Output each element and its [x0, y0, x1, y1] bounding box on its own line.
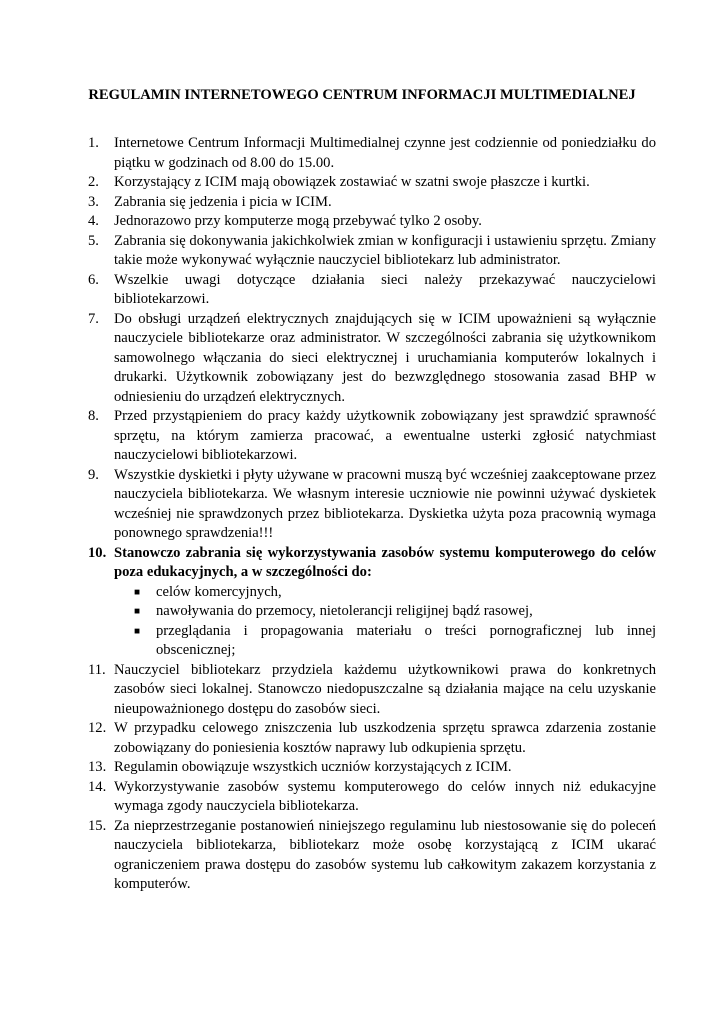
- rules-list: [88, 134, 656, 895]
- item-text: Korzystający z ICIM mają obowiązek zostawiać w szatni swoje płaszcze i kurtki.: [114, 174, 590, 190]
- item-number: 2.: [88, 174, 99, 190]
- item-text: Jednorazowo przy komputerze mogą przebywać tylko 2 osoby.: [114, 213, 482, 229]
- item-text: Zabrania się jedzenia i picia w ICIM.: [114, 193, 332, 210]
- list-item: [88, 193, 656, 213]
- item-number: 1.: [88, 135, 99, 151]
- item-number: 6.: [88, 271, 99, 288]
- item-text: W przypadku celowego zniszczenia lub uszkodzenia sprzętu sprawca zdarzenia zostanie zobowiązany do poniesienia kosztów naprawy lub odkupienia sprzętu.: [114, 720, 656, 756]
- square-bullet-icon: ■: [134, 586, 141, 598]
- list-item: [88, 719, 656, 758]
- sub-list: [114, 583, 656, 661]
- item-number: 8.: [88, 408, 99, 424]
- list-item: [88, 407, 656, 466]
- list-item: [88, 544, 656, 661]
- item-text: Do obsługi urządzeń elektrycznych znajdujących się w ICIM upoważnieni są wyłącznie nauczyciele bibliotekarze oraz administrator. W szczególności zabrania się użytkownikom samowolnego włączania do sieci elektrycznej i uruchamiania komputerów lokalnych i drukarki. Użytkownik zobowiązany jest do bezwzględnego stosowania zasad BHP w odniesieniu do urządzeń elektrycznych.: [114, 310, 656, 405]
- item-number: 5.: [88, 232, 99, 249]
- item-number: 15.: [88, 817, 107, 834]
- item-number: 10.: [88, 544, 107, 561]
- list-item: [88, 778, 656, 817]
- list-item: [88, 271, 656, 310]
- item-text: Za nieprzestrzeganie postanowień niniejszego regulaminu lub niestosowanie się do poleceń nauczyciela bibliotekarza, bibliotekarz może osobę korzystającą z ICIM ukarać ograniczeniem prawa dostępu do zasobów systemu lub całkowitym zakazem korzystania z komputerów.: [114, 817, 656, 892]
- item-number: 4.: [88, 213, 99, 229]
- page-title: REGULAMIN INTERNETOWEGO CENTRUM INFORMACJI MULTIMEDIALNEJ: [88, 87, 636, 103]
- square-bullet-icon: ■: [134, 606, 141, 617]
- item-text: Wykorzystywanie zasobów systemu komputerowego do celów innych niż edukacyjne wymaga zgody nauczyciela bibliotekarza.: [114, 778, 656, 814]
- list-item: [88, 212, 656, 232]
- item-text: Wszelkie uwagi dotyczące działania sieci należy przekazywać nauczycielowi bibliotekarzowi.: [114, 271, 656, 307]
- item-text: Stanowczo zabrania się wykorzystywania zasobów systemu komputerowego do celów poza edukacyjnych, a w szczególności do:: [114, 544, 656, 580]
- item-number: 9.: [88, 466, 99, 483]
- item-number: 12.: [88, 720, 107, 736]
- item-text: Zabrania się dokonywania jakichkolwiek zmian w konfiguracji i ustawieniu sprzętu. Zmiany takie może wykonywać wyłącznie nauczyciel bibliotekarz lub administrator.: [114, 232, 656, 268]
- sub-item-text: przeglądania i propagowania materiału o treści pornograficznej lub innej obscenicznej;: [156, 622, 656, 658]
- list-item: [88, 232, 656, 271]
- item-text: Regulamin obowiązuje wszystkich uczniów korzystających z ICIM.: [114, 759, 512, 775]
- item-number: 14.: [88, 778, 107, 795]
- list-item: [88, 310, 656, 408]
- sub-list-item: [114, 583, 656, 603]
- list-item: [88, 758, 656, 778]
- square-bullet-icon: ■: [134, 625, 141, 637]
- item-text: Nauczyciel bibliotekarz przydziela każdemu użytkownikowi prawa do konkretnych zasobów sieci lokalnej. Stanowczo niedopuszczalne są działania mające na celu uzyskanie nieupoważnionego dostępu do zasobów sieci.: [114, 661, 656, 717]
- sub-list-item: [114, 622, 656, 661]
- item-text: Wszystkie dyskietki i płyty używane w pracowni muszą być wcześniej zaakceptowane przez nauczyciela bibliotekarza. We własnym interesie uczniowie nie powinni używać dyskietek wcześniej nie sprawdzonych przez bibliotekarza. Dyskietka użyta poza pracownią wymaga ponownego sprawdzenia!!!: [114, 466, 656, 541]
- list-item: [88, 466, 656, 544]
- list-item: [88, 661, 656, 720]
- sub-list-item: [114, 602, 656, 622]
- list-item: [88, 817, 656, 895]
- list-item: [88, 173, 656, 193]
- sub-item-text: celów komercyjnych,: [156, 583, 282, 600]
- list-item: [88, 134, 656, 173]
- sub-item-text: nawoływania do przemocy, nietolerancji religijnej bądź rasowej,: [156, 603, 533, 619]
- item-number: 11.: [88, 661, 106, 678]
- item-text: Przed przystąpieniem do pracy każdy użytkownik zobowiązany jest sprawdzić sprawność sprzętu, na którym zamierza pracować, a ewentualne usterki zgłosić natychmiast nauczycielowi bibliotekarzowi.: [114, 408, 656, 463]
- item-number: 3.: [88, 193, 99, 210]
- item-number: 13.: [88, 759, 107, 775]
- item-number: 7.: [88, 310, 99, 327]
- item-text: Internetowe Centrum Informacji Multimedialnej czynne jest codziennie od poniedziałku do piątku w godzinach od 8.00 do 15.00.: [114, 135, 656, 171]
